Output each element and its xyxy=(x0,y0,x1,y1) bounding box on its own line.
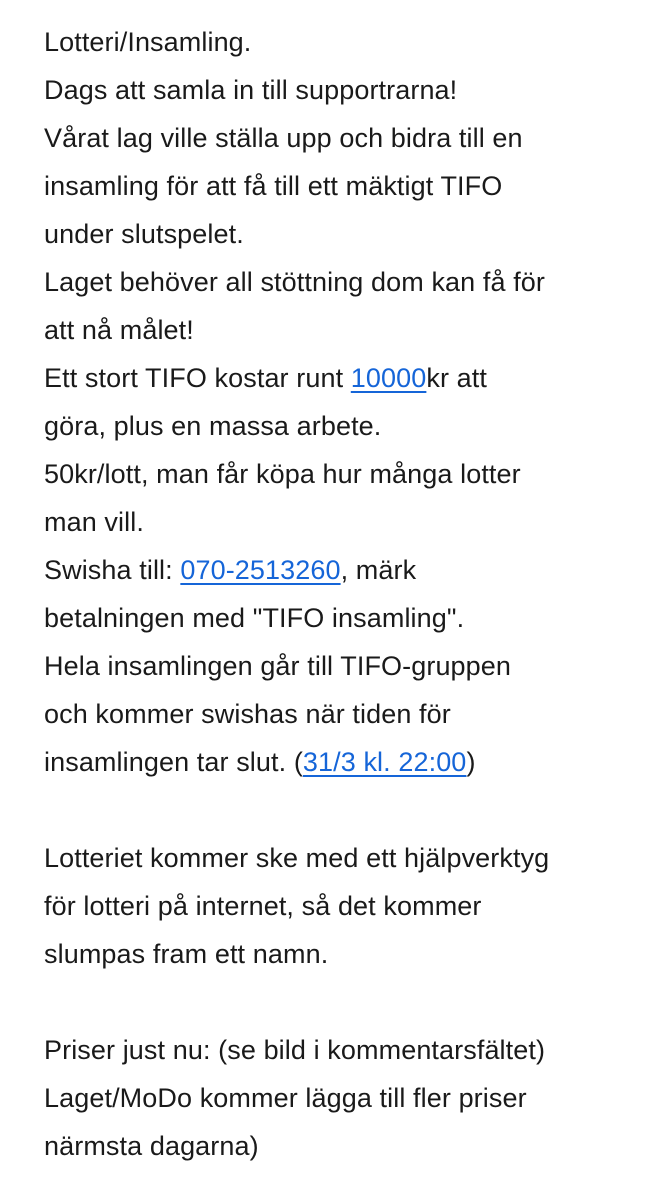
post-text-line: för lotteri på internet, så det kommer xyxy=(44,891,482,921)
post-text-line: betalningen med "TIFO insamling". xyxy=(44,603,465,633)
post-text-line xyxy=(44,738,644,786)
post-text-line: Priser just nu: (se bild i kommentarsfältet) xyxy=(44,1035,546,1065)
paragraph-gap xyxy=(44,786,644,834)
post-text-line: Lotteriet kommer ske med ett hjälpverktyg xyxy=(44,843,550,873)
text-segment: Swisha till: xyxy=(44,555,181,585)
post-text-line: att nå målet! xyxy=(44,315,194,345)
text-segment: , märk xyxy=(340,555,417,585)
text-segment: ) xyxy=(466,747,476,777)
post-text-line: Laget behöver all stöttning dom kan få för xyxy=(44,267,546,297)
date-link[interactable]: 31/3 kl. 22:00 xyxy=(302,747,467,777)
paragraph-gap xyxy=(44,978,644,1026)
post-title: Lotteri/Insamling. xyxy=(44,27,252,57)
post-text-line: Dags att samla in till supportrarna! xyxy=(44,75,458,105)
post-text-line: Laget/MoDo kommer lägga till fler priser xyxy=(44,1083,527,1113)
text-segment: insamlingen tar slut. ( xyxy=(44,747,303,777)
text-segment: kr att xyxy=(426,363,487,393)
post-text-line xyxy=(44,354,644,402)
post-text-line: slumpas fram ett namn. xyxy=(44,939,329,969)
post-text-line: insamling för att få till ett mäktigt TIFO xyxy=(44,171,503,201)
post-text-line xyxy=(44,546,644,594)
text-segment: Ett stort TIFO kostar runt xyxy=(44,363,351,393)
post-text-line: 50kr/lott, man får köpa hur många lotter xyxy=(44,459,521,489)
phone-number-link[interactable]: 070-2513260 xyxy=(180,555,341,585)
post-text-line: man vill. xyxy=(44,507,144,537)
post-text-line: Vårat lag ville ställa upp och bidra till en xyxy=(44,123,523,153)
post-text-line: göra, plus en massa arbete. xyxy=(44,411,382,441)
post-body xyxy=(44,18,644,1170)
post-text-line: och kommer swishas när tiden för xyxy=(44,699,451,729)
post-text-line: närmsta dagarna) xyxy=(44,1131,259,1161)
post-text-line: under slutspelet. xyxy=(44,219,244,249)
post-text-line: Hela insamlingen går till TIFO-gruppen xyxy=(44,651,512,681)
amount-link[interactable]: 10000 xyxy=(350,363,427,393)
